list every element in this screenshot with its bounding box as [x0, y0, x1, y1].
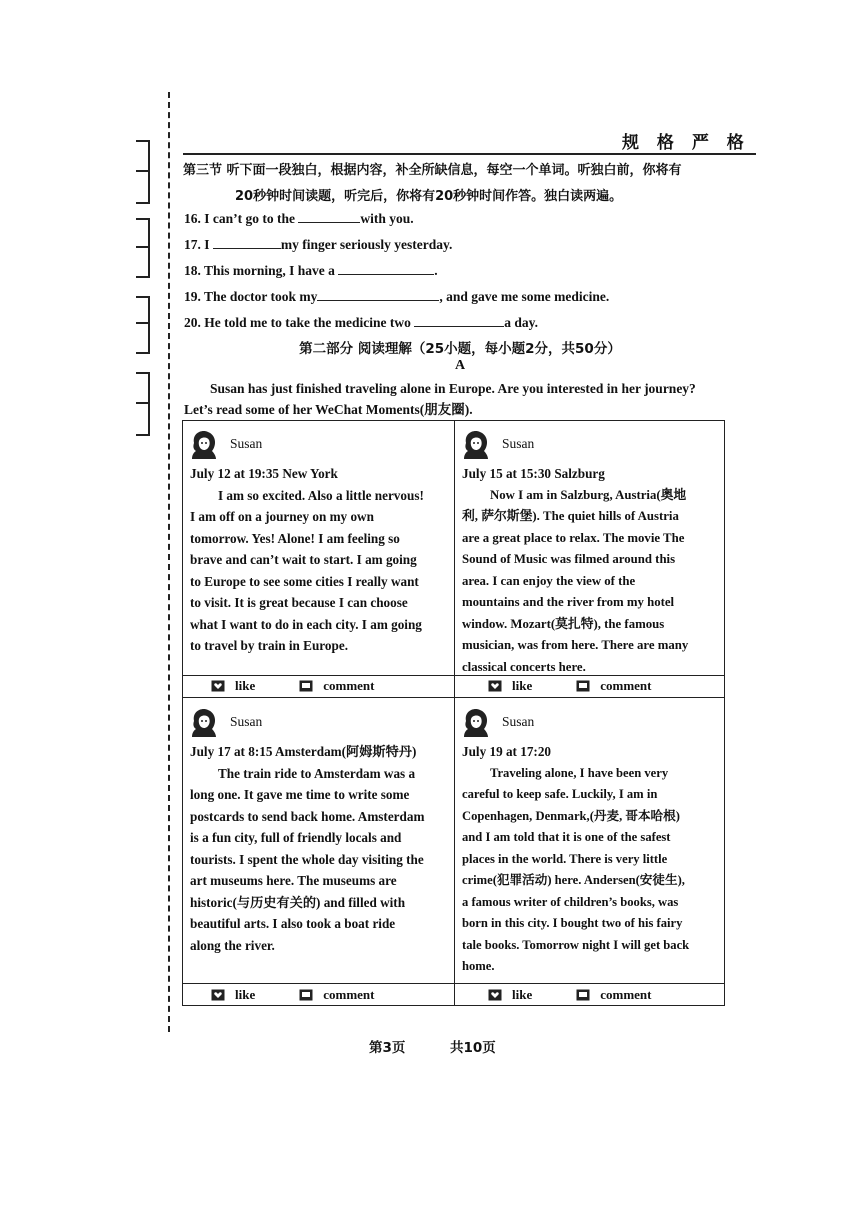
- grid-vertical-divider: [454, 421, 455, 1005]
- heart-icon[interactable]: [211, 680, 225, 692]
- post-line: along the river.: [190, 937, 275, 953]
- avatar-icon: [190, 707, 218, 737]
- question-16-after: with you.: [360, 211, 414, 226]
- answer-blank-20[interactable]: [414, 314, 504, 327]
- post-line: is a fun city, full of friendly locals and: [190, 830, 402, 845]
- question-19-before: 19. The doctor took my: [184, 289, 318, 304]
- post-body: [462, 485, 720, 679]
- passage-label: A: [454, 358, 466, 373]
- post-meta: July 17 at 8:15 Amsterdam(阿姆斯特丹): [190, 744, 417, 759]
- post-line: born in this city. I bought two of his fairy: [462, 916, 683, 930]
- post-username: Susan: [230, 714, 263, 730]
- comment-icon[interactable]: [576, 989, 590, 1001]
- post-line: a famous writer of children’s books, was: [462, 894, 679, 909]
- comment-icon[interactable]: [576, 680, 590, 692]
- post-line: musician, was from here. There are many: [462, 638, 689, 652]
- post-body: [190, 485, 448, 657]
- question-18-after: .: [434, 263, 438, 278]
- header-badge: 规 格 严 格: [622, 133, 750, 153]
- binding-bracket: [136, 140, 150, 204]
- question-18-before: 18. This morning, I have a: [184, 263, 339, 278]
- post-username: Susan: [502, 436, 535, 452]
- post-line: Traveling alone, I have been very: [490, 765, 669, 780]
- comment-button[interactable]: comment: [323, 987, 375, 1002]
- post-line: classical concerts here.: [462, 659, 586, 674]
- post-line: The train ride to Amsterdam was a: [218, 765, 416, 781]
- answer-blank-18[interactable]: [338, 262, 434, 275]
- post-line: careful to keep safe. Luckily, I am in: [462, 787, 658, 801]
- page-number: 第3页: [369, 1040, 406, 1056]
- avatar-icon: [462, 429, 490, 459]
- post-header: [462, 705, 720, 739]
- post-line: 利, 萨尔斯堡). The quiet hills of Austria: [462, 509, 679, 523]
- intro-line-2: Let’s read some of her WeChat Moments(朋友圈).: [184, 402, 473, 417]
- like-button[interactable]: like: [235, 987, 256, 1002]
- like-button[interactable]: like: [512, 987, 533, 1002]
- binding-bracket-tick: [136, 402, 148, 404]
- post-meta: July 19 at 17:20: [462, 744, 552, 759]
- post-line: mountains and the river from my hotel: [462, 595, 675, 609]
- post-actions: [211, 678, 375, 694]
- post-actions: [488, 987, 652, 1003]
- answer-blank-19[interactable]: [317, 288, 439, 301]
- post-line: window. Mozart(莫扎特), the famous: [462, 616, 665, 631]
- question-18: [184, 262, 438, 279]
- question-17-after: my finger seriously yesterday.: [280, 237, 453, 252]
- post-line: long one. It gave me time to write some: [190, 787, 410, 802]
- post-username: Susan: [230, 436, 263, 452]
- post-line: home.: [462, 959, 495, 973]
- section-3-instructions: [183, 158, 756, 210]
- post-line: I am off on a journey on my own: [190, 509, 374, 524]
- part-2-title: 第二部分 阅读理解（25小题，每小题2分，共50分）: [299, 341, 621, 357]
- heart-icon[interactable]: [211, 989, 225, 1001]
- question-19-after: , and gave me some medicine.: [439, 289, 610, 304]
- post-line: are a great place to relax. The movie The: [462, 530, 685, 545]
- question-20-after: a day.: [504, 315, 538, 330]
- question-17: [184, 236, 452, 253]
- post-meta: July 12 at 19:35 New York: [190, 466, 338, 481]
- section-3-line-1: 第三节 听下面一段独白，根据内容，补全所缺信息，每空一个单词。听独白前，你将有: [183, 163, 682, 178]
- moment-post: [190, 427, 448, 657]
- avatar-icon: [190, 429, 218, 459]
- binding-bracket-tick: [136, 170, 148, 172]
- grid-divider: [183, 697, 724, 698]
- post-line: area. I can enjoy the view of the: [462, 573, 636, 588]
- binding-bracket-tick: [136, 322, 148, 324]
- answer-blank-17[interactable]: [213, 236, 281, 249]
- post-line: what I want to do in each city. I am going: [190, 616, 422, 632]
- grid-divider: [183, 983, 724, 984]
- comment-button[interactable]: comment: [600, 987, 652, 1002]
- post-line: Now I am in Salzburg, Austria(奥地: [490, 487, 687, 502]
- post-line: tourists. I spent the whole day visiting the: [190, 851, 424, 867]
- post-line: beautiful arts. I also took a boat ride: [190, 916, 396, 931]
- post-actions: [488, 678, 652, 694]
- question-17-before: 17. I: [184, 237, 213, 252]
- post-line: Copenhagen, Denmark,(丹麦, 哥本哈根): [462, 808, 680, 823]
- post-line: places in the world. There is very little: [462, 851, 668, 866]
- passage-intro: [184, 378, 756, 420]
- post-header: [190, 427, 448, 461]
- answer-blank-16[interactable]: [298, 210, 360, 223]
- binding-bracket: [136, 372, 150, 436]
- heart-icon[interactable]: [488, 989, 502, 1001]
- post-line: art museums here. The museums are: [190, 873, 397, 888]
- avatar-icon: [462, 707, 490, 737]
- binding-bracket: [136, 218, 150, 278]
- post-username: Susan: [502, 714, 535, 730]
- header-rule: [183, 153, 756, 155]
- post-meta: July 15 at 15:30 Salzburg: [462, 466, 605, 481]
- post-line: and I am told that it is one of the safest: [462, 830, 671, 844]
- post-line: I am so excited. Also a little nervous!: [218, 487, 424, 503]
- binding-margin-dashed-line: [168, 92, 170, 1032]
- post-line: to travel by train in Europe.: [190, 638, 349, 653]
- binding-bracket-tick: [136, 246, 148, 248]
- post-line: brave and can’t wait to start. I am going: [190, 552, 417, 567]
- comment-button[interactable]: comment: [323, 678, 375, 693]
- question-20-before: 20. He told me to take the medicine two: [184, 315, 415, 330]
- post-line: tale books. Tomorrow night I will get back: [462, 937, 690, 952]
- question-20: [184, 314, 538, 331]
- post-line: crime(犯罪活动) here. Andersen(安徒生),: [462, 873, 685, 887]
- intro-line-1: Susan has just finished traveling alone in Europe. Are you interested in her journey?: [210, 381, 696, 396]
- comment-icon[interactable]: [299, 989, 313, 1001]
- post-body: [462, 763, 720, 978]
- post-line: to visit. It is great because I can choose: [190, 595, 408, 610]
- moment-post: [190, 705, 448, 956]
- like-button[interactable]: like: [235, 678, 256, 693]
- like-button[interactable]: like: [512, 678, 533, 693]
- moment-post: [462, 705, 720, 978]
- comment-icon[interactable]: [299, 680, 313, 692]
- post-line: to Europe to see some cities I really want: [190, 573, 419, 589]
- post-line: tomorrow. Yes! Alone! I am feeling so: [190, 530, 400, 546]
- page-total: 共10页: [450, 1040, 496, 1056]
- post-line: historic(与历史有关的) and filled with: [190, 894, 406, 910]
- wechat-moments-grid: [182, 420, 725, 1006]
- post-body: [190, 763, 448, 957]
- moment-post: [462, 427, 720, 678]
- post-header: [462, 427, 720, 461]
- section-3-line-2: 20秒钟时间读题，听完后，你将有20秒钟时间作答。独白读两遍。: [235, 189, 623, 204]
- question-16: [184, 210, 414, 227]
- question-16-before: 16. I can’t go to the: [184, 211, 299, 226]
- post-line: Sound of Music was filmed around this: [462, 552, 676, 566]
- comment-button[interactable]: comment: [600, 678, 652, 693]
- question-19: [184, 288, 609, 305]
- heart-icon[interactable]: [488, 680, 502, 692]
- post-line: postcards to send back home. Amsterdam: [190, 808, 425, 824]
- post-header: [190, 705, 448, 739]
- post-actions: [211, 987, 375, 1003]
